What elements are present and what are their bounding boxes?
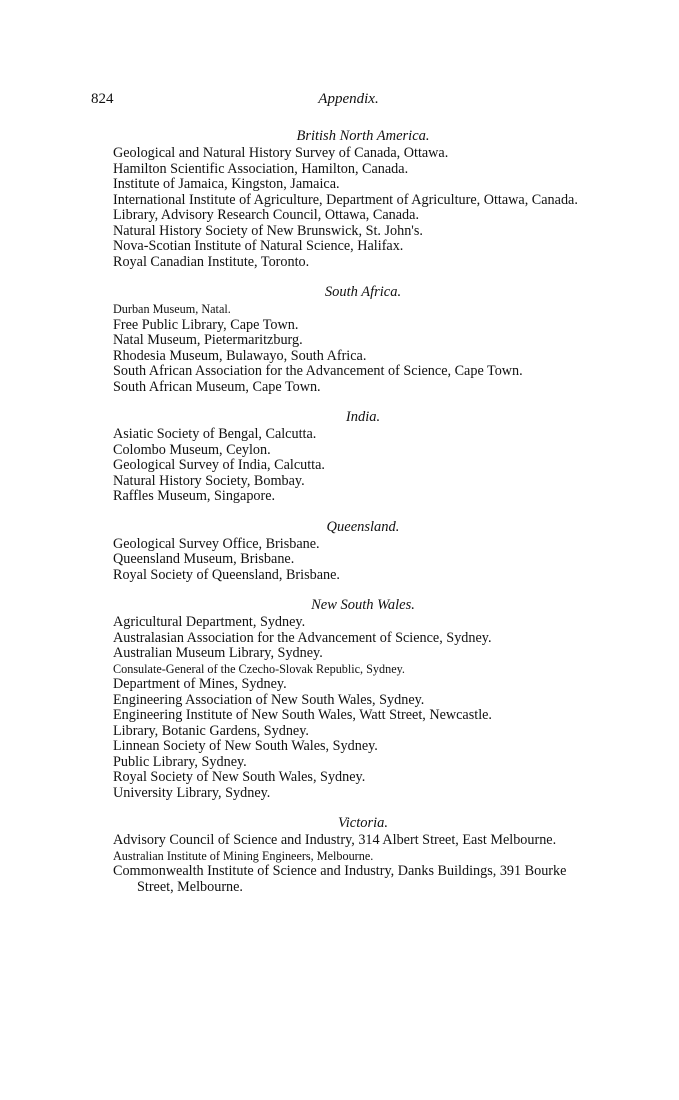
- list-item: Natural History Society, Bombay.: [113, 472, 305, 489]
- list-item: Australian Museum Library, Sydney.: [113, 645, 323, 661]
- section-queensland: [113, 518, 593, 584]
- list-item: Geological Survey of India, Calcutta.: [113, 457, 325, 473]
- list-item: Library, Botanic Gardens, Sydney.: [113, 722, 309, 739]
- list-item: Durban Museum, Natal.: [113, 302, 231, 316]
- section-victoria: [113, 814, 593, 895]
- list-item: International Institute of Agriculture, Department of Agriculture, Ottawa, Canada.: [113, 191, 578, 208]
- section-title: India.: [345, 409, 381, 425]
- list-item: Linnean Society of New South Wales, Sydney.: [113, 738, 378, 754]
- section-title: British North America.: [296, 128, 430, 144]
- list-item: Hamilton Scientific Association, Hamilton, Canada.: [113, 160, 409, 177]
- list-item: South African Association for the Advancement of Science, Cape Town.: [113, 363, 523, 379]
- list-item: Royal Society of New South Wales, Sydney.: [113, 769, 366, 785]
- list-item: Engineering Institute of New South Wales, Watt Street, Newcastle.: [113, 707, 492, 723]
- section-title: South Africa.: [324, 284, 402, 300]
- list-item: Australian Institute of Mining Engineers, Melbourne.: [113, 848, 374, 863]
- list-item: Department of Mines, Sydney.: [113, 676, 287, 692]
- list-item: Geological Survey Office, Brisbane.: [113, 535, 320, 552]
- list-item: Agricultural Department, Sydney.: [113, 614, 306, 630]
- list-item: Asiatic Society of Bengal, Calcutta.: [113, 426, 317, 442]
- list-item: Nova-Scotian Institute of Natural Science, Halifax.: [113, 238, 404, 254]
- running-title: Appendix.: [318, 91, 379, 107]
- list-item: Commonwealth Institute of Science and Industry, Danks Buildings, 391 Bourke Street, Melbourne.: [113, 863, 567, 895]
- list-item: Consulate-General of the Czecho-Slovak Republic, Sydney.: [113, 661, 405, 676]
- list-item: Raffles Museum, Singapore.: [113, 488, 276, 504]
- section-title: Victoria.: [337, 815, 389, 831]
- section-title: Queensland.: [326, 518, 400, 535]
- list-item: Australasian Association for the Advancement of Science, Sydney.: [113, 629, 492, 646]
- section-south-africa: [113, 283, 593, 395]
- list-item: Advisory Council of Science and Industry, 314 Albert Street, East Melbourne.: [113, 832, 557, 848]
- section-title: New South Wales.: [311, 597, 415, 613]
- list-item: Geological and Natural History Survey of Canada, Ottawa.: [113, 145, 449, 161]
- list-item: Engineering Association of New South Wales, Sydney.: [113, 691, 425, 708]
- appendix-list: [113, 127, 593, 895]
- list-item: Natural History Society of New Brunswick, St. John's.: [113, 222, 423, 239]
- list-item: Library, Advisory Research Council, Ottawa, Canada.: [113, 207, 419, 223]
- section-india: [113, 408, 593, 505]
- list-item: University Library, Sydney.: [113, 784, 271, 801]
- page-number: 824: [91, 91, 114, 107]
- section-british-north-america: [113, 127, 593, 270]
- list-item: Rhodesia Museum, Bulawayo, South Africa.: [113, 347, 367, 364]
- list-item: Colombo Museum, Ceylon.: [113, 441, 271, 458]
- list-item: Royal Society of Queensland, Brisbane.: [113, 566, 340, 583]
- list-item: Free Public Library, Cape Town.: [113, 316, 299, 333]
- list-item: Public Library, Sydney.: [113, 753, 247, 770]
- list-item: Institute of Jamaica, Kingston, Jamaica.: [113, 176, 340, 192]
- list-item: South African Museum, Cape Town.: [113, 378, 321, 395]
- list-item: Queensland Museum, Brisbane.: [113, 551, 295, 567]
- section-new-south-wales: [113, 596, 593, 801]
- list-item: Royal Canadian Institute, Toronto.: [113, 253, 310, 270]
- list-item: Natal Museum, Pietermaritzburg.: [113, 332, 303, 348]
